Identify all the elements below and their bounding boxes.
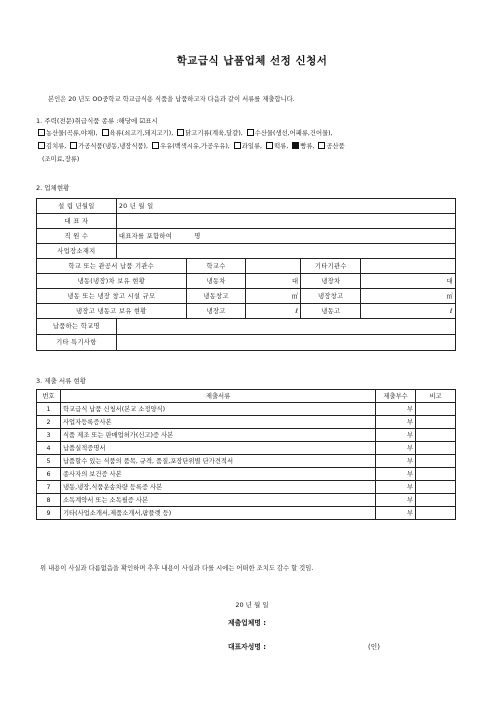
row-note[interactable] [416,481,456,494]
row-note[interactable] [416,442,456,455]
fridge-type-label: 냉장고 [186,304,246,319]
freezer-wh-label: 냉동창고 [186,289,246,304]
row-no: 9 [37,507,61,520]
row-doc: 소독계약서 또는 소독필증 사본 [60,494,375,507]
option-label: 과일류 [241,143,261,150]
checkbox[interactable] [152,142,159,149]
freezer-type-label: 냉동고 [301,304,361,319]
row-no: 3 [37,429,61,442]
fridge-label: 냉장고 냉동고 보유 현황 [37,304,187,319]
option-label: 떡류 [274,143,287,150]
other-count-value[interactable] [361,259,456,274]
row-no: 4 [37,442,61,455]
row-no: 1 [37,403,61,416]
checkbox[interactable] [70,142,77,149]
checkbox-checked[interactable] [292,142,299,149]
other-notes-label: 기타 특기사항 [37,335,117,351]
row-copies[interactable]: 부 [376,455,416,468]
option-label: 육류(쇠고기,돼지고기) [109,130,172,137]
checkbox[interactable] [38,129,45,136]
row-no: 8 [37,494,61,507]
table-row [37,403,456,416]
section3-label: 3. 제출 서류 현황 [36,377,87,385]
option-label: 가공식품(냉동,냉장식품) [78,143,147,150]
row-doc: 납품실적증명서 [60,442,375,455]
row-doc: 사업자등록증사본 [60,416,375,429]
other-notes-value[interactable] [116,335,455,351]
option-label: 빵류 [300,143,313,150]
schools-label: 학교 또는 관공서 납품 기관수 [37,259,187,274]
checkbox[interactable] [38,142,45,149]
fridge-car-label: 냉장차 [301,274,361,289]
row-note[interactable] [416,468,456,481]
row-note[interactable] [416,507,456,520]
row-note[interactable] [416,455,456,468]
row-copies[interactable]: 부 [376,416,416,429]
fridge-car-unit[interactable]: 대 [361,274,456,289]
ceo-label: 대 표 자 [37,214,117,229]
option-label: 공산품 [326,143,345,150]
date-line: 20 년 월 일 [235,601,269,609]
staff-unit: 명 [194,232,201,240]
checkbox[interactable] [266,142,273,149]
header-copies: 제출부수 [376,390,416,403]
food-type-line-2: 김치류, 가공식품(냉동,냉장식품), 우유(백색시유,가공우유), 과일류, 떡류, 빵류, 공산품 [36,141,345,150]
documents-table [36,389,456,520]
row-note[interactable] [416,416,456,429]
checkbox[interactable] [177,129,184,136]
table-row [37,507,456,520]
section2-label: 2. 업체현황 [36,184,70,192]
staff-label: 직 원 수 [37,229,117,244]
school-count-value[interactable] [246,259,301,274]
intro-text: 본인은 20 년도 OO중학교 학교급식용 식품을 납품하고자 다음과 같이 서류를 제출합니다. [48,96,295,103]
option-label: 김치류 [46,143,65,150]
address-label: 사업장소재지 [37,244,117,259]
row-doc: 종사자의 보건증 사본 [60,468,375,481]
delivery-school-value[interactable] [116,319,455,335]
food-type-line-1: 농산물(곡류,야채), 육류(쇠고기,돼지고기), 닭고기류(계육,달걀), 수산물(생선,어패류,건어물), [36,128,333,137]
header-doc: 제출서류 [60,390,375,403]
option-label: 우유(백색시유,가공우유) [160,143,228,150]
seal-mark: (인) [368,643,380,651]
address-value[interactable] [116,244,455,259]
page-title: 학교급식 납품업체 선정 신청서 [176,55,328,67]
row-copies[interactable]: 부 [376,494,416,507]
food-type-line-3: (조미료,장류) [42,156,80,163]
freezer-car-label: 냉동차 [186,274,246,289]
option-label: 농산물(곡류,야채) [46,130,96,137]
row-no: 7 [37,481,61,494]
ceo-value[interactable] [116,214,455,229]
checkbox[interactable] [102,129,109,136]
option-label: 닭고기류(계육,달걀) [185,130,241,137]
vehicle-label: 냉동(냉장)차 보유 현황 [37,274,187,289]
row-doc: 납품할수 있는 식품의 품목, 규격, 품질,포장단위별 단가견적서 [60,455,375,468]
company-name-label: 제출업체명 : [228,619,266,627]
checkbox[interactable] [234,142,241,149]
row-note[interactable] [416,403,456,416]
option-label: 수산물(생선,어패류,건어물) [254,130,331,137]
representative-name-label: 대표자성명 : [228,643,266,651]
staff-value[interactable] [116,229,455,244]
checkbox[interactable] [247,129,254,136]
other-count-label: 기타기관수 [301,259,361,274]
row-copies[interactable]: 부 [376,468,416,481]
row-doc: 냉동,냉장,식품운송차량 등록증 사본 [60,481,375,494]
established-label: 설 립 년월일 [37,199,117,214]
warehouse-label: 냉동 또는 냉장 창고 시설 규모 [37,289,187,304]
company-status-table [36,198,456,351]
table-row [37,455,456,468]
freezer-car-unit[interactable]: 대 [246,274,301,289]
checkbox[interactable] [318,142,325,149]
row-doc: 식품 제조 또는 판매업허가(신고)증 사본 [60,429,375,442]
section1-label: 1. 주력(전문)취급식품 종류 :해당에 ☑표시 [36,117,158,125]
table-row [37,468,456,481]
row-note[interactable] [416,494,456,507]
table-row [37,442,456,455]
row-copies[interactable]: 부 [376,507,416,520]
fridge-unit[interactable]: ℓ [246,304,301,319]
table-row [37,494,456,507]
row-copies[interactable]: 부 [376,442,416,455]
table-row [37,481,456,494]
established-value[interactable]: 20 년 월 일 [116,199,455,214]
row-copies[interactable]: 부 [376,429,416,442]
delivery-school-label: 납품하는 학교명 [37,319,117,335]
fridge-wh-label: 냉장창고 [301,289,361,304]
freezer-unit[interactable]: ℓ [361,304,456,319]
header-no: 번호 [37,390,61,403]
row-no: 2 [37,416,61,429]
staff-text: 대표자를 포함하여 [118,232,173,240]
table-row [37,416,456,429]
row-note[interactable] [416,429,456,442]
school-count-label: 학교수 [186,259,246,274]
row-copies[interactable]: 부 [376,481,416,494]
row-no: 6 [37,468,61,481]
fridge-wh-unit[interactable]: ㎡ [361,289,456,304]
row-copies[interactable]: 부 [376,403,416,416]
confirmation-notice: 위 내용이 사실과 다름없음을 확인하며 추후 내용이 사실과 다를 시에는 어떠한 조치도 감수 할 것임. [40,565,314,572]
freezer-wh-unit[interactable]: ㎡ [246,289,301,304]
header-note: 비고 [416,390,456,403]
row-doc: 기타(사업소개서,제품소개서,팜플렛 등) [60,507,375,520]
row-doc: 학교급식 납품 신청서(본교 소정양식) [60,403,375,416]
row-no: 5 [37,455,61,468]
table-row [37,429,456,442]
